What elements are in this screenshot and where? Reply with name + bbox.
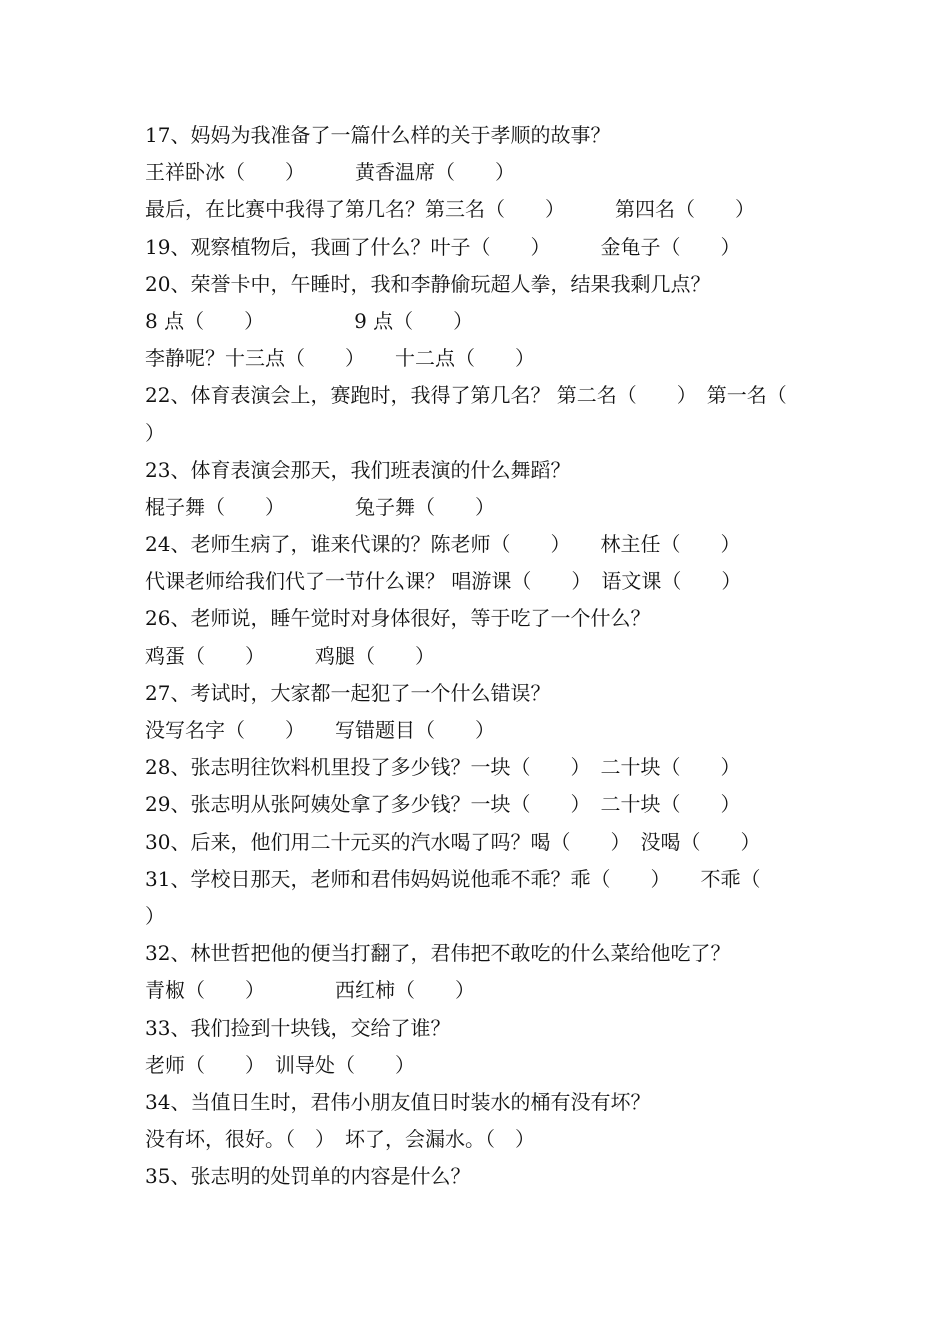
answer-options: 王祥卧冰（ ） 黄香温席（ ） [145,160,515,185]
question-line: 最后，在比赛中我得了第几名？第三名（ ） 第四名（ ） [145,197,755,222]
answer-options: 没有坏，很好。（ ） 坏了，会漏水。（ ） [145,1127,535,1152]
question-line: 23、体育表演会那天，我们班表演的什么舞蹈？ [145,457,571,482]
question-line: 24、老师生病了，谁来代课的？陈老师（ ） 林主任（ ） [145,532,741,557]
question-line: 22、体育表演会上，赛跑时，我得了第几名？ 第二名（ ） 第一名（ [145,383,787,408]
question-line: 27、考试时，大家都一起犯了一个什么错误？ [145,680,551,705]
question-line: 35、张志明的处罚单的内容是什么？ [145,1164,471,1189]
question-line: 34、当值日生时，君伟小朋友值日时装水的桶有没有坏？ [145,1089,651,1114]
question-line: 20、荣誉卡中，午睡时，我和李静偷玩超人拳，结果我剩几点？ [145,271,711,296]
wrapped-line: ） [145,903,165,928]
question-line: 17、妈妈为我准备了一篇什么样的关于孝顺的故事？ [145,123,611,147]
question-line: 19、观察植物后，我画了什么？叶子（ ） 金龟子（ ） [145,234,741,259]
question-list [145,117,815,1195]
question-line: 26、老师说，睡午觉时对身体很好，等于吃了一个什么？ [145,606,651,631]
answer-options: 8 点（ ） 9 点（ ） [145,308,474,333]
question-line: 32、林世哲把他的便当打翻了，君伟把不敢吃的什么菜给他吃了？ [145,941,731,966]
answer-options: 没写名字（ ） 写错题目（ ） [145,718,495,742]
answer-options: 棍子舞（ ） 兔子舞（ ） [145,494,495,519]
question-line: 29、张志明从张阿姨处拿了多少钱？一块（ ） 二十块（ ） [145,792,741,817]
answer-options: 老师（ ） 训导处（ ） [145,1052,415,1077]
answer-options: 鸡蛋（ ） 鸡腿（ ） [145,643,435,668]
question-line: 30、后来，他们用二十元买的汽水喝了吗？喝（ ） 没喝（ ） [145,829,761,854]
answer-options: 青椒（ ） 西红柿（ ） [145,978,475,1003]
question-line: 李静呢？十三点（ ） 十二点（ ） [145,346,535,371]
question-line: 31、学校日那天，老师和君伟妈妈说他乖不乖？乖（ ） 不乖（ [145,866,761,891]
wrapped-line: ） [145,420,165,445]
question-line: 28、张志明往饮料机里投了多少钱？一块（ ） 二十块（ ） [145,755,741,780]
question-line: 代课老师给我们代了一节什么课？ 唱游课（ ） 语文课（ ） [145,569,742,594]
question-line: 33、我们捡到十块钱，交给了谁？ [145,1015,451,1040]
